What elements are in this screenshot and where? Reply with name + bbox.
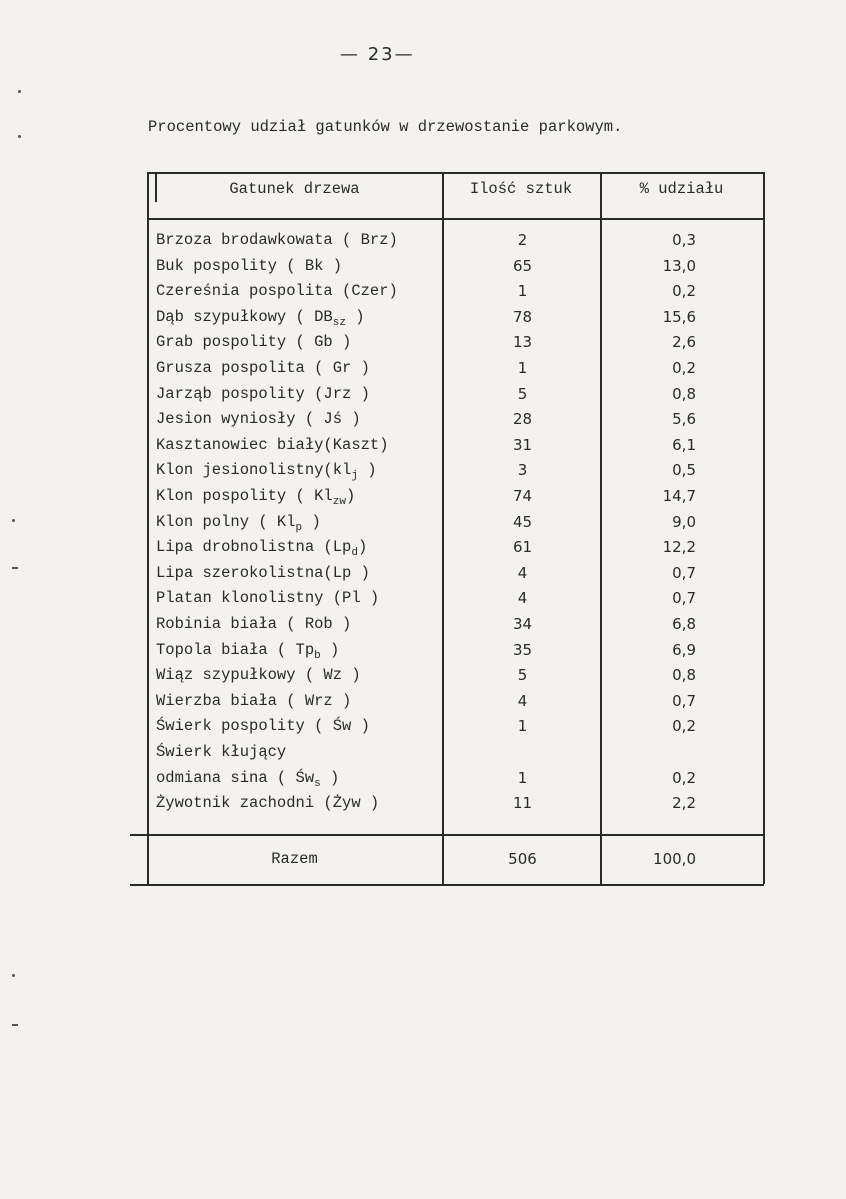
- species-name-text: Dąb szypułkowy ( DB: [156, 307, 333, 326]
- species-count: 11: [512, 794, 533, 813]
- species-name: [156, 564, 370, 582]
- species-count: 2: [517, 231, 528, 249]
- species-name-text: Lipa drobnolistna (Lp: [156, 538, 352, 557]
- page-number: — 23—: [340, 44, 415, 65]
- species-name-text: Klon jesionolistny(kl: [156, 461, 352, 480]
- species-share: 12,2: [662, 538, 696, 557]
- species-count: 4: [517, 563, 528, 582]
- species-share: 2,6: [672, 333, 696, 352]
- species-name: [156, 436, 389, 454]
- total-count: 506: [508, 850, 537, 868]
- species-count: 35: [512, 640, 533, 659]
- species-share: 0,3: [672, 231, 696, 249]
- species-name-text: odmiana sina ( Św: [156, 768, 315, 787]
- species-name-suffix: ): [302, 512, 321, 531]
- species-name: [156, 666, 361, 684]
- species-code-subscript: b: [314, 649, 321, 662]
- species-name-text: Robinia biała ( Rob ): [156, 615, 352, 633]
- species-code-subscript: j: [351, 470, 358, 483]
- species-name: [156, 385, 370, 403]
- margin-mark: [12, 1024, 18, 1026]
- species-count: 1: [517, 282, 528, 301]
- species-code-subscript: d: [351, 547, 358, 560]
- species-name: [156, 487, 356, 508]
- margin-mark: [18, 135, 21, 138]
- species-name-text: Klon polny ( Kl: [156, 512, 296, 531]
- table-border-right: [763, 172, 765, 884]
- species-name: [156, 768, 340, 790]
- species-count: 45: [512, 512, 533, 531]
- total-divider: [130, 834, 764, 836]
- species-name: [156, 307, 365, 329]
- species-name: [156, 333, 351, 351]
- species-share: 13,0: [662, 256, 696, 275]
- species-name-text: Klon pospolity ( Kl: [156, 487, 333, 505]
- species-count: 4: [517, 589, 528, 608]
- species-share: 15,6: [662, 307, 696, 326]
- species-name-text: Platan klonolistny (Pl ): [156, 589, 380, 608]
- header-species: Gatunek drzewa: [229, 180, 360, 198]
- margin-mark: [18, 90, 21, 93]
- species-share: 0,2: [672, 282, 696, 301]
- species-share: 0,7: [672, 563, 696, 582]
- table-border-bottom: [130, 884, 764, 886]
- species-name-text: Jarząb pospolity (Jrz ): [156, 384, 370, 403]
- species-count: 34: [512, 615, 533, 633]
- species-name: [156, 640, 340, 662]
- species-name: [156, 257, 342, 275]
- species-count: 5: [517, 666, 528, 685]
- species-code-subscript: p: [295, 521, 303, 534]
- species-share: 0,7: [672, 691, 696, 710]
- species-count: 13: [512, 333, 533, 352]
- species-name-text: Grusza pospolita ( Gr ): [156, 359, 370, 377]
- table-border-top: [147, 172, 764, 174]
- species-code-subscript: sz: [332, 316, 346, 329]
- species-name: [156, 461, 377, 483]
- margin-mark: [12, 567, 18, 569]
- species-name-text: Żywotnik zachodni (Żyw ): [156, 794, 380, 813]
- species-count: 74: [512, 487, 533, 505]
- species-name-suffix: ): [320, 768, 340, 787]
- species-name-text: Czereśnia pospolita (Czer): [156, 282, 398, 301]
- species-name: [156, 615, 351, 633]
- header-count: Ilość sztuk: [469, 180, 573, 198]
- species-count: 61: [512, 538, 533, 557]
- species-name-suffix: ): [345, 307, 365, 326]
- table-border-left: [147, 172, 149, 884]
- species-name-text: Topola biała ( Tp: [156, 640, 315, 659]
- species-name-text: Grab pospolity ( Gb ): [156, 333, 352, 352]
- species-code-subscript: zw: [332, 496, 346, 508]
- margin-mark: [12, 519, 15, 522]
- species-code-subscript: s: [314, 777, 321, 790]
- species-name-text: Wierzba biała ( Wrz ): [156, 691, 352, 710]
- species-share: 14,7: [662, 487, 696, 505]
- species-count: 1: [517, 768, 528, 787]
- species-count: 4: [517, 691, 528, 710]
- species-count: 1: [517, 717, 528, 736]
- total-label: Razem: [271, 850, 318, 868]
- species-name: [156, 743, 286, 761]
- total-share: 100,0: [653, 850, 696, 868]
- species-name-text: Brzoza brodawkowata ( Brz): [156, 231, 398, 249]
- species-name: [156, 512, 321, 534]
- species-share: 6,9: [672, 640, 696, 659]
- species-share: 6,1: [672, 435, 696, 454]
- species-count: 65: [512, 256, 533, 275]
- species-name-suffix: ): [357, 538, 368, 557]
- species-name: [156, 282, 398, 300]
- species-name-suffix: ): [320, 640, 340, 659]
- species-name-text: Lipa szerokolistna(Lp ): [156, 563, 370, 582]
- species-name-text: Kasztanowiec biały(Kaszt): [156, 435, 389, 454]
- species-count: 3: [517, 461, 528, 480]
- header-share: % udziału: [639, 180, 724, 198]
- species-share: 0,8: [672, 666, 696, 685]
- species-name: [156, 359, 370, 377]
- species-share: 5,6: [672, 410, 696, 429]
- species-count: 78: [512, 307, 533, 326]
- species-share: 6,8: [672, 615, 696, 633]
- species-name-text: Świerk kłujący: [156, 743, 287, 761]
- species-count: 5: [517, 384, 528, 403]
- species-name: [156, 538, 368, 560]
- species-name-text: Jesion wyniosły ( Jś ): [156, 410, 361, 429]
- species-share: 2,2: [672, 794, 696, 813]
- species-count: 31: [512, 435, 533, 454]
- margin-mark: [12, 974, 15, 977]
- column-divider-1: [442, 172, 444, 884]
- species-name: [156, 717, 370, 735]
- species-share: 0,2: [672, 768, 696, 787]
- species-count: 1: [517, 359, 528, 377]
- species-share: 0,5: [672, 461, 696, 480]
- species-name: [156, 589, 379, 607]
- species-name: [156, 410, 361, 428]
- species-share: 0,7: [672, 589, 696, 608]
- species-share: 0,8: [672, 384, 696, 403]
- species-name-text: Wiąz szypułkowy ( Wz ): [156, 666, 361, 685]
- species-name: [156, 692, 351, 710]
- species-name-suffix: ): [345, 487, 356, 505]
- species-name: [156, 794, 379, 812]
- species-name-text: Świerk pospolity ( Św ): [156, 717, 370, 736]
- document-title: Procentowy udział gatunków w drzewostanie parkowym.: [148, 118, 623, 136]
- species-name: [156, 231, 398, 249]
- species-share: 9,0: [672, 512, 696, 531]
- species-name-suffix: ): [357, 461, 377, 480]
- species-count: 28: [512, 410, 533, 429]
- species-name-text: Buk pospolity ( Bk ): [156, 256, 343, 275]
- species-share: 0,2: [672, 359, 696, 377]
- header-divider: [147, 218, 764, 220]
- species-share: 0,2: [672, 717, 696, 736]
